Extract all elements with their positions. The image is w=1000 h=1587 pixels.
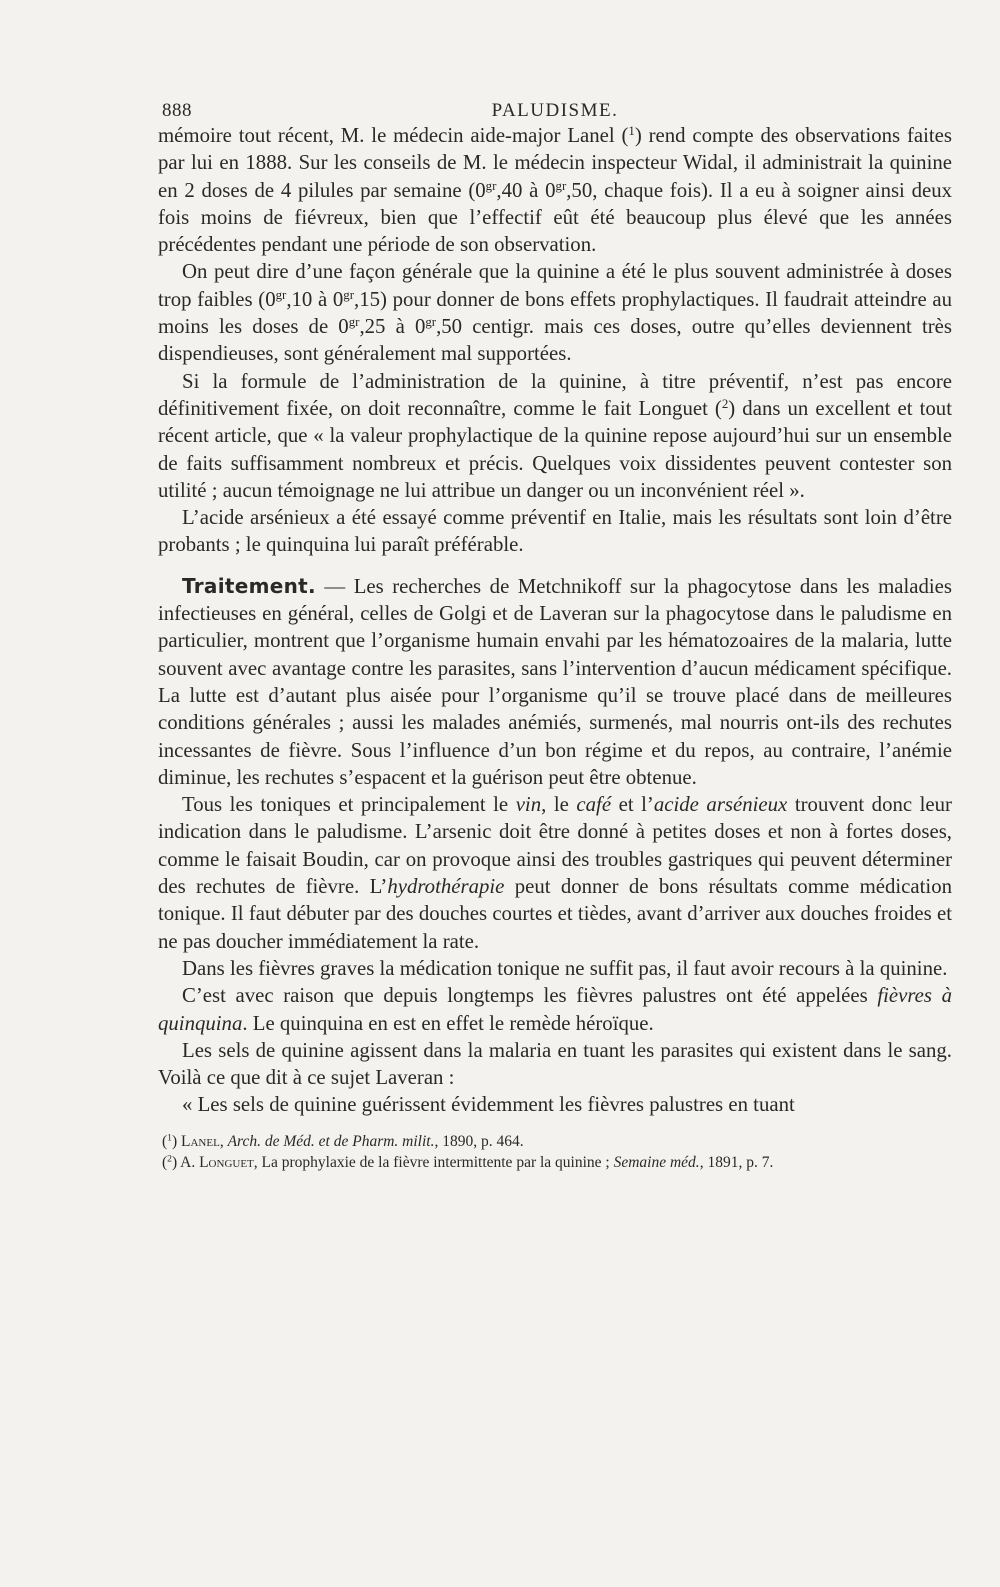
superscript: gr <box>343 287 355 302</box>
italic-text: hydrothérapie <box>387 875 505 899</box>
italic-text: vin <box>515 793 542 817</box>
page-number: 888 <box>162 100 192 121</box>
paragraph <box>158 258 952 367</box>
footnote-author: Longuet <box>199 1153 254 1171</box>
paragraph <box>158 122 952 258</box>
text-run: ) A. <box>171 1153 200 1171</box>
superscript: gr <box>348 315 360 329</box>
superscript: gr <box>275 287 287 302</box>
text-run: L’acide arsénieux a été essayé comme préventif en Italie, mais les résultats sont loin d’être probants ; le quinquina lui paraît préférable. <box>158 506 952 557</box>
text-run: Les sels de quinine agissent dans la malaria en tuant les parasites qui existent dans le sang. Voilà ce que dit à ce sujet Laveran : <box>158 1038 952 1090</box>
paragraph <box>158 982 952 1037</box>
text-run: ,10 à 0 <box>286 287 344 311</box>
footnotes <box>158 1131 952 1173</box>
paragraph <box>158 504 952 559</box>
text-run: ,50 centigr. mais ces doses, outre qu’elles deviennent très dispendieuses, sont généralement mal supportées. <box>158 315 952 366</box>
italic-text: café <box>576 793 612 817</box>
text-run: , 1891, p. 7. <box>699 1153 774 1171</box>
footnote <box>158 1152 952 1173</box>
italic-text: acide arsénieux <box>653 793 788 817</box>
text-run: peut donner de bons résultats comme médication tonique. Il faut débuter par des douches courtes et tièdes, avant d’arriver aux douches froides et ne pas doucher immédiatement la rate. <box>158 875 953 953</box>
paragraph <box>158 1037 952 1092</box>
paragraph <box>158 791 952 955</box>
text-run: ,50, chaque fois). Il a eu à soigner ainsi deux fois moins de fiévreux, bien que l’effectif eût été beaucoup plus élevé que les années précédentes pendant une période de son observation. <box>158 178 952 257</box>
superscript: 2 <box>721 396 729 411</box>
text-run: . Le quinquina en est en effet le remède héroïque. <box>242 1011 654 1035</box>
paragraph <box>158 955 952 982</box>
superscript: gr <box>555 178 567 193</box>
text-run: ,40 à 0 <box>496 178 556 202</box>
superscript: gr <box>485 178 497 193</box>
superscript: 1 <box>628 123 635 138</box>
body-text <box>158 122 952 1119</box>
superscript: gr <box>425 315 437 329</box>
text-run: ) <box>171 1132 182 1150</box>
text-run: On peut dire d’une façon générale que la quinine a été le plus souvent administrée à doses trop faibles (0 <box>158 260 952 311</box>
text-run: , le <box>541 793 577 817</box>
paragraph <box>158 368 952 504</box>
text-run: C’est avec raison que depuis longtemps les fièvres palustres ont été appelées <box>182 984 878 1008</box>
text-run: Tous les toniques et principalement le <box>182 793 516 817</box>
text-run: et l’ <box>611 793 654 817</box>
text-run: trouvent donc leur indication dans le paludisme. L’arsenic doit être donné à petites doses et non à fortes doses, comme le faisait Boudin, car on provoque ainsi des troubles gastriques qui peuvent déterminer des rechutes de fièvre. L’ <box>158 793 952 899</box>
document-page <box>158 92 952 1173</box>
text-run: ,25 à 0 <box>359 315 426 339</box>
section-heading: Traitement. <box>182 573 316 598</box>
superscript: 1 <box>167 1132 172 1144</box>
paragraph <box>158 573 952 791</box>
footnote <box>158 1131 952 1152</box>
text-run: , <box>219 1132 228 1150</box>
running-title: PALUDISME. <box>491 100 619 121</box>
text-run: Dans les fièvres graves la médication tonique ne suffit pas, il faut avoir recours à la quinine. <box>182 956 948 980</box>
paragraph <box>158 1091 952 1118</box>
text-run: mémoire tout récent, M. le médecin aide-major Lanel ( <box>158 124 629 147</box>
text-run: ,15) pour donner de bons effets prophylactiques. Il faudrait atteindre au moins les doses de 0 <box>158 287 952 339</box>
superscript: 2 <box>167 1153 172 1165</box>
italic-text: Semaine méd. <box>613 1153 700 1171</box>
text-run: , 1890, p. 464. <box>434 1132 524 1150</box>
text-run: — Les recherches de Metchnikoff sur la phagocytose dans les maladies infectieuses en général, celles de Golgi et de Laveran sur la phagocytose dans le paludisme en particulier, montrent que l’organisme humain envahi par les hématozoaires de la malaria, lutte souvent avec avantage contre les parasites, sans l’intervention d’aucun médicament spécifique. La lutte est d’autant plus aisée pour l’organisme qu’il se trouve placé dans de meilleures conditions générales ; aussi les malades anémiés, surmenés, mal nourris ont-ils des rechutes incessantes de fièvre. Sous l’influence d’un bon régime et du repos, au contraire, l’anémie diminue, les rechutes s’espacent et la guérison peut être obtenue. <box>158 574 952 789</box>
text-run: ( <box>162 1132 168 1150</box>
italic-text: fièvres à quinquina <box>158 984 952 1035</box>
text-run: ( <box>162 1153 168 1171</box>
footnote-author: Lanel <box>181 1132 220 1150</box>
text-run: « Les sels de quinine guérissent évidemment les fièvres palustres en tuant <box>182 1093 795 1117</box>
italic-text: Arch. de Méd. et de Pharm. milit. <box>227 1132 435 1150</box>
text-run: ) dans un excellent et tout récent article, que « la valeur prophylactique de la quinine repose aujourd’hui sur un ensemble de faits suffisamment nombreux et précis. Quelques voix dissidentes peuvent contester son utilité ; aucun témoignage ne lui attribue un danger ou un inconvénient réel ». <box>158 396 952 502</box>
running-header <box>158 92 952 122</box>
text-run: , La prophylaxie de la fièvre intermittente par la quinine ; <box>253 1153 614 1171</box>
text-run: Si la formule de l’administration de la quinine, à titre préventif, n’est pas encore définitivement fixée, on doit reconnaître, comme le fait Longuet ( <box>158 369 952 420</box>
text-run: ) rend compte des observations faites par lui en 1888. Sur les conseils de M. le médecin inspecteur Widal, il administrait la quinine en 2 doses de 4 pilules par semaine (0 <box>158 124 953 202</box>
